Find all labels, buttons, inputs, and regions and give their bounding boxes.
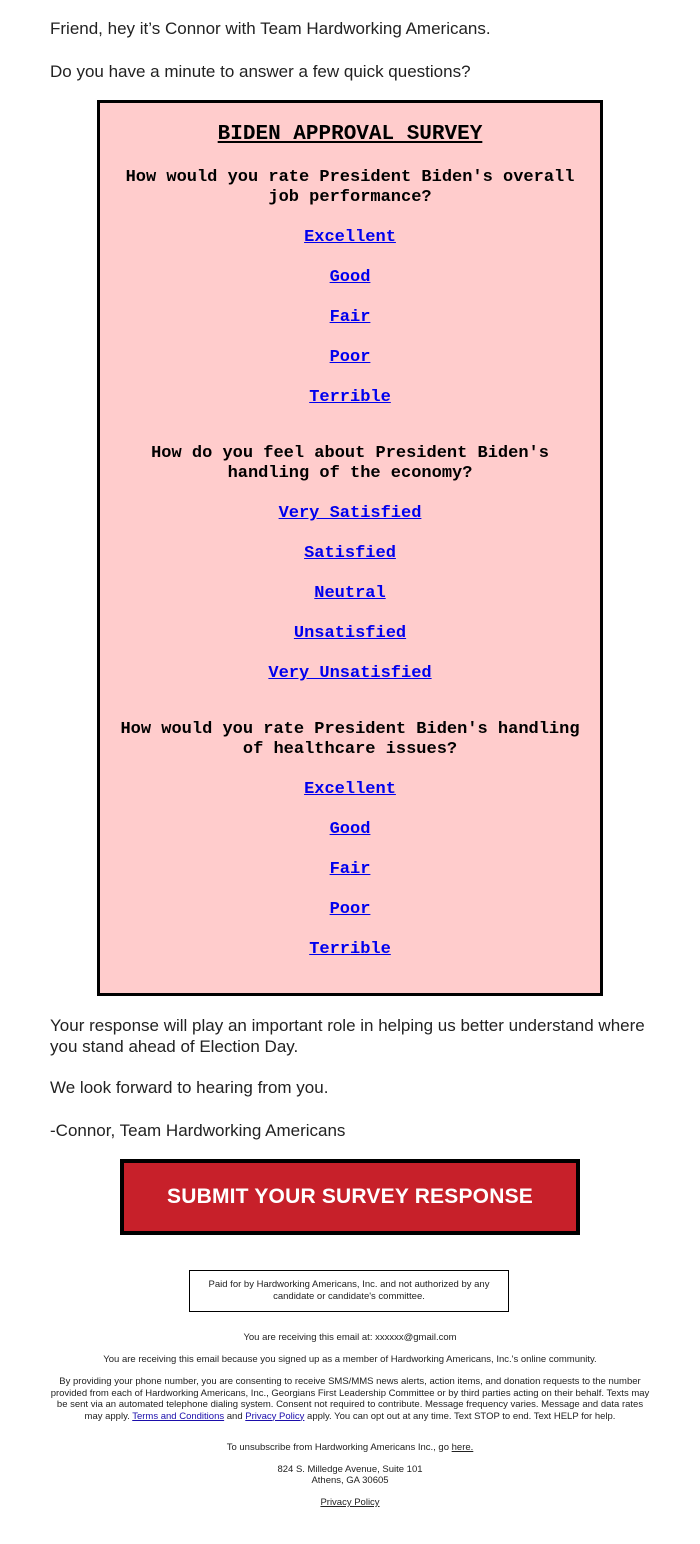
and-word: and	[224, 1410, 246, 1422]
response-note-text: Your response will play an important role in helping us better understand where you stand ahead of Election Day.	[50, 1016, 645, 1056]
receiving-email-notice	[50, 1332, 650, 1344]
greeting-text: Friend, hey it’s Connor with Team Hardworking Americans.	[50, 19, 491, 38]
unsubscribe-prefix: To unsubscribe from Hardworking Americans Inc., go	[226, 1442, 452, 1453]
look-forward-text: We look forward to hearing from you.	[50, 1078, 329, 1097]
q1-option-fair-link[interactable]: Fair	[329, 308, 371, 327]
question-1-text: How would you rate President Biden's overall job performance?	[125, 168, 575, 207]
signed-up-notice: You are receiving this email because you signed up as a member of Hardworking Americans, Inc.'s online community.	[103, 1354, 597, 1365]
q2-option-satisfied-link[interactable]: Satisfied	[304, 544, 396, 563]
privacy-policy-footer	[50, 1497, 650, 1509]
q3-option-excellent-link[interactable]: Excellent	[304, 780, 396, 799]
sms-consent-notice	[50, 1376, 650, 1422]
q3-option-fair-link[interactable]: Fair	[329, 860, 371, 879]
address-line-1: 824 S. Milledge Avenue, Suite 101	[277, 1464, 423, 1475]
q2-option-neutral-link[interactable]: Neutral	[314, 584, 386, 603]
sms-text-1: By providing your phone number, you are consenting to receive SMS/MMS news alerts, action items, and donation requests to the number provided from each of Hardworking Americans, Inc., Georgians First Leadership Committee or by third parties acting on their behalf. Texts may be sent via an automated telephone dialing system. Consent not required to contribute. Message frequency varies. Message and data rates may apply.	[50, 1376, 650, 1422]
paid-for-text: Paid for by Hardworking Americans, Inc. and not authorized by any candidate or candidate's committee.	[208, 1279, 490, 1302]
unsubscribe-notice	[50, 1442, 650, 1454]
signature-text: -Connor, Team Hardworking Americans	[50, 1121, 346, 1140]
q2-option-unsatisfied-link[interactable]: Unsatisfied	[293, 624, 407, 643]
terms-link[interactable]: Terms and Conditions	[132, 1410, 225, 1422]
unsubscribe-link[interactable]: here.	[451, 1442, 474, 1453]
sms-text-2: apply. You can opt out at any time. Text STOP to end. Text HELP for help.	[304, 1410, 616, 1422]
receiving-email: xxxxxx@gmail.com	[375, 1332, 457, 1343]
q1-option-excellent-link[interactable]: Excellent	[304, 228, 396, 247]
q1-option-terrible-link[interactable]: Terrible	[309, 388, 391, 407]
intro-question-text: Do you have a minute to answer a few quick questions?	[50, 62, 471, 81]
q2-option-very-satisfied-link[interactable]: Very Satisfied	[278, 504, 422, 523]
question-2-text: How do you feel about President Biden's handling of the economy?	[151, 444, 549, 483]
q3-option-poor-link[interactable]: Poor	[329, 900, 371, 919]
survey-box	[97, 100, 603, 996]
receiving-prefix: You are receiving this email at:	[243, 1332, 376, 1343]
submit-survey-button[interactable]: SUBMIT YOUR SURVEY RESPONSE	[120, 1159, 580, 1235]
privacy-link-inline[interactable]: Privacy Policy	[245, 1410, 305, 1422]
q1-option-good-link[interactable]: Good	[329, 268, 371, 287]
privacy-policy-link[interactable]: Privacy Policy	[320, 1497, 380, 1508]
q3-option-terrible-link[interactable]: Terrible	[309, 940, 391, 959]
paid-for-disclaimer	[189, 1270, 509, 1312]
question-3-text: How would you rate President Biden's handling of healthcare issues?	[120, 720, 580, 759]
address-line-2: Athens, GA 30605	[311, 1475, 389, 1486]
survey-title: BIDEN APPROVAL SURVEY	[217, 123, 483, 146]
q2-option-very-unsatisfied-link[interactable]: Very Unsatisfied	[268, 664, 432, 683]
q3-option-good-link[interactable]: Good	[329, 820, 371, 839]
q1-option-poor-link[interactable]: Poor	[329, 348, 371, 367]
